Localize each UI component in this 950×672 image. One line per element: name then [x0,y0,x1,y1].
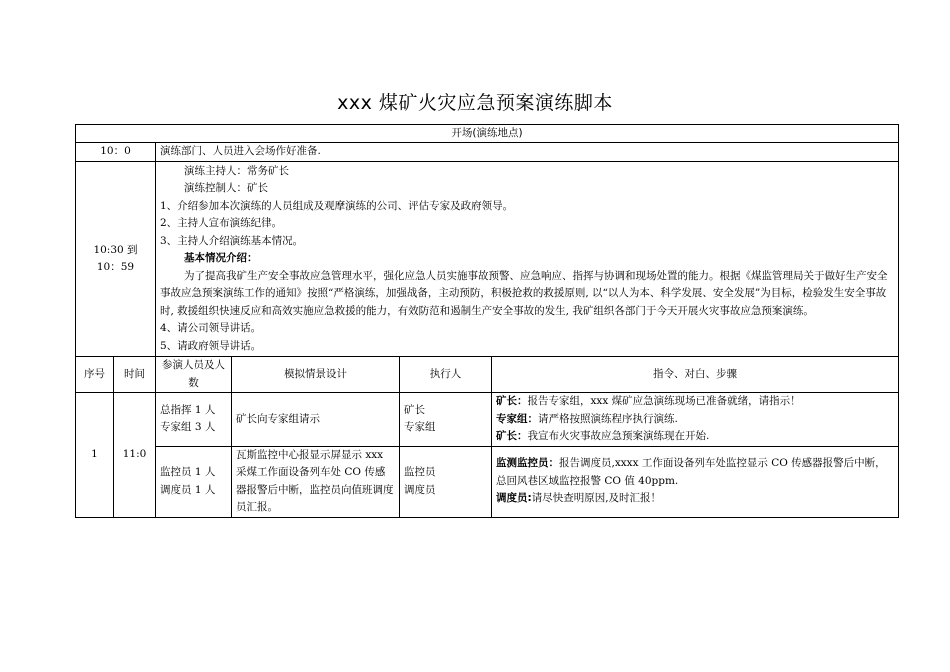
participant-line: 总指挥 1 人 [160,403,216,416]
opening-time-2: 10:30 到 10：59 [76,161,156,357]
drill-script-table [75,124,899,518]
participant-line: 专家组 3 人 [160,421,216,434]
page-title: xxx 煤矿火灾应急预案演练脚本 [337,92,613,114]
col-time: 时间 [114,357,156,393]
opening-header: 开场(演练地点) [76,125,899,143]
step-2-line: 2、主持人宣布演练纪律。 [160,217,283,229]
executor-line: 调度员 [404,483,436,496]
step-5-line: 5、请政府领导讲话。 [160,339,262,352]
dialog-text: 请严格按照演练程序执行演练. [538,412,678,425]
executor-cell [400,393,492,447]
dialog-text: 请尽快查明原因,及时汇报！ [531,492,662,505]
dialog-text: 我宣布火灾事故应急预案演练现在开始. [527,430,710,442]
speaker: 调度员: [496,492,532,505]
row-time: 11:0 [114,393,156,518]
executor-line: 监控员 [404,466,436,478]
row-seq: 1 [76,393,114,518]
scenario-cell: 矿长向专家组请示 [232,393,400,447]
executor-line: 专家组 [404,421,436,434]
dialog-line [496,428,894,446]
speaker: 专家组： [496,412,538,425]
col-executor: 执行人 [400,357,492,393]
scenario-cell: 瓦斯监控中心报显示屏显示 xxx 采煤工作面设备列车处 CO 传感器报警后中断，监控员向值班调度员汇报。 [232,446,400,517]
opening-time-1: 10：0 [76,143,156,162]
opening-row-2 [76,161,899,357]
col-seq: 序号 [76,357,114,393]
step-3-line: 3、主持人介绍演练基本情况。 [160,234,304,247]
intro-paragraph: 为了提高我矿生产安全事故应急管理水平，强化应急人员实施事故预警、应急响应、指挥与协调和现场处置的能力。根据《煤监管理局关于做好生产安全事故应急预案演练工作的通知》按照“严格演练，加强战备，主动预防，积极抢救的救援原则, 以“以人为本、科学发展、安全发展”为目标，检验发生安全事故时, 救援组织快速反应和高效实施应急救援的能力，有效防范和遏制生产安全事故的发生, 我矿组织各部门于今天开展火灾事故应急预案演练。 [160,269,888,317]
opening-content-2 [156,161,899,357]
dialog-cell [492,393,899,447]
dialog-line [496,455,894,490]
dialog-text: 报告调度员,xxxx 工作面设备列车处监控显示 CO 传感器报警后中断，总回风巷区域监控报警 CO 值 40ppm. [496,457,886,487]
table-row [76,393,899,447]
table-row [76,446,899,517]
opening-text-1: 演练部门、人员进入会场作好准备. [156,143,899,162]
dialog-line [496,411,894,429]
col-participants: 参演人员及人数 [156,357,232,393]
opening-header-row [76,125,899,143]
speaker: 矿长： [496,395,528,407]
intro-heading: 基本情况介绍： [184,252,258,264]
col-scenario: 模拟情景设计 [232,357,400,393]
participant-line: 监控员 1 人 [160,466,216,478]
participants-cell [156,393,232,447]
participants-cell [156,446,232,517]
column-header-row [76,357,899,393]
dialog-line [496,393,894,411]
participant-line: 调度员 1 人 [160,483,216,496]
host-line: 演练主持人：常务矿长 [184,164,289,177]
speaker: 矿长： [496,430,528,442]
executor-cell [400,446,492,517]
speaker: 监测监控员： [496,457,559,470]
dialog-line [496,490,894,508]
step-4-line: 4、请公司领导讲话。 [160,322,262,334]
dialog-cell [492,446,899,517]
step-1-line: 1、介绍参加本次演练的人员组成及观摩演练的公司、评估专家及政府领导。 [160,199,514,212]
executor-line: 矿长 [404,403,425,416]
col-dialog: 指令、对白、步骤 [492,357,899,393]
opening-row-1 [76,143,899,162]
controller-line: 演练控制人：矿长 [184,182,268,194]
dialog-text: 报告专家组，xxx 煤矿应急演练现场已准备就绪，请指示！ [527,395,801,407]
